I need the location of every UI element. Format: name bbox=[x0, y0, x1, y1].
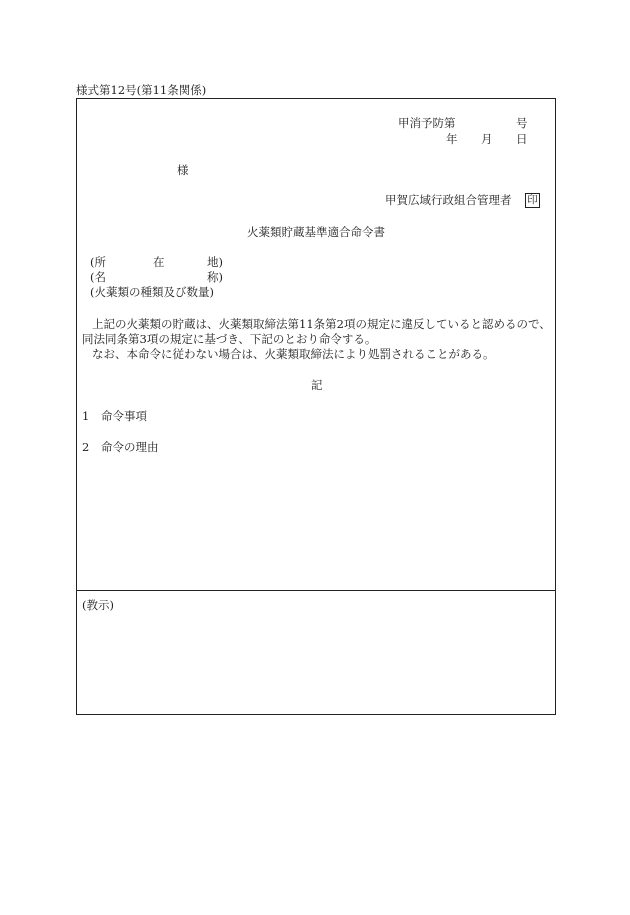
instruction-label: (教示) bbox=[82, 598, 114, 612]
field-name-close: 称) bbox=[207, 270, 223, 284]
seal-stamp: 印 bbox=[525, 193, 540, 208]
body-line-1: 上記の火薬類の貯蔵は、火薬類取締法第11条第2項の規定に違反していると認めるので、 bbox=[92, 317, 551, 331]
date-day: 日 bbox=[516, 132, 528, 146]
field-name-open: (名 bbox=[90, 270, 106, 284]
body-line-3: なお、本命令に従わない場合は、火薬類取締法により処罰されることがある。 bbox=[92, 347, 495, 361]
form-number-title: 様式第12号(第11条関係) bbox=[76, 83, 207, 97]
field-explosive-kinds: (火薬類の種類及び数量) bbox=[90, 285, 214, 299]
field-location-open: (所 bbox=[90, 255, 106, 269]
doc-number-suffix: 号 bbox=[516, 116, 528, 130]
item-2-label: 命令の理由 bbox=[101, 440, 159, 454]
issuer-name: 甲賀広域行政組合管理者 bbox=[385, 193, 512, 207]
body-line-2: 同法同条第3項の規定に基づき、下記のとおり命令する。 bbox=[82, 332, 377, 346]
form-frame bbox=[76, 98, 556, 715]
date-month: 月 bbox=[481, 132, 493, 146]
item-1-label: 命令事項 bbox=[101, 409, 147, 423]
item-1-number: 1 bbox=[82, 409, 90, 423]
ki-heading: 記 bbox=[311, 378, 323, 392]
section-divider bbox=[77, 590, 555, 591]
date-year: 年 bbox=[446, 132, 458, 146]
field-location-close: 地) bbox=[207, 255, 223, 269]
doc-number-prefix: 甲消予防第 bbox=[398, 116, 456, 130]
item-2-number: 2 bbox=[82, 440, 90, 454]
addressee-suffix: 様 bbox=[177, 163, 189, 177]
field-location-mid: 在 bbox=[153, 255, 165, 269]
document-title: 火薬類貯蔵基準適合命令書 bbox=[247, 225, 385, 239]
